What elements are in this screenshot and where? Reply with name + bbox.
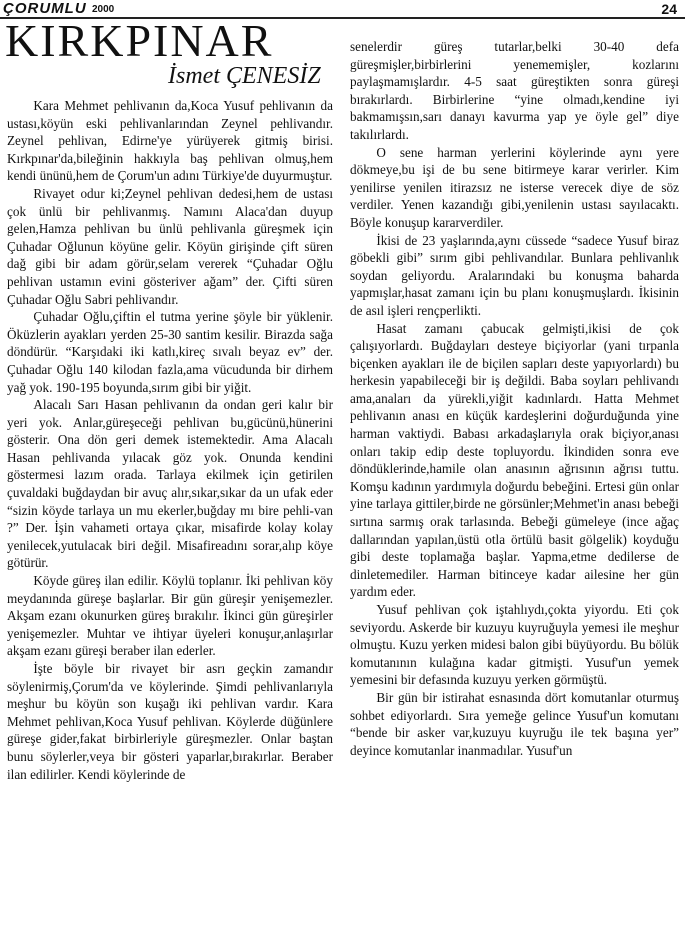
paragraph: Alacalı Sarı Hasan pehlivanın da ondan geri kalır bir yeri yok. Anlar,güreşeceği pehlivan bu,gücünü,hünerini gösterir. Ona dön geri demek istemektedir. Ama Alacalı Hasan pehlivanda yılacak göz yok. Onunda kendini göstermesi lazım orada. Tarlaya ekilmek için getirilen çuvaldaki buğdaydan bir avuç alır,sıkar,sıkar da un ufak eder “sizin köyde tarlaya un mu ekerler,buğday mı bire pehli-van ?” Der. İşin vahameti ortaya çıkar, misafirde kolay kolay yenilecek,yutulacak biri değil. Misafireadını sorar,alıp köye götürür. bbox=[7, 397, 333, 571]
issue-year: 2000 bbox=[92, 4, 115, 15]
paragraph: İşte böyle bir rivayet bir asrı geçkin zamandır söylenirmiş,Çorum'da ve köylerinde. Şimdi pehlivanlarıyla meşhur bu köyün son kuşağı iki pehlivan vardır. Kara Mehmet pehlivan,Koca Yusuf pehlivan. Köylerde düğünlere güreşe gider,fakat birbirleriyle güreşmezler. Onlar baştan bunu söylerler,veya bir gösteri yaparlar,bırakırlar. Beraber ilan edilirler. Kendi köylerinde de bbox=[7, 661, 333, 782]
paragraph: Yusuf pehlivan çok iştahlıydı,çokta yiyordu. Eti çok seviyordu. Askerde bir kuzuyu kuyruğuyla yemesi ile meşhur olmuştu. Kuzu yerken midesi balon gibi büyüyordu. Bu bölük komutanının kulağına kadar gitmişti. Yusuf'un yemek yemesini bir defasında kuzuyu yerken görmüştü. bbox=[350, 602, 679, 688]
page-number: 24 bbox=[661, 1, 677, 17]
paragraph: İkisi de 23 yaşlarında,aynı cüssede “sadece Yusuf biraz göbekli gibi” sırım gibi pehlivandılar. Bunlara pehlivanlık soydan geliyordu. Aralarındaki bu konuşma baharda yapmışlar,hasat zamanı için bu planı konuşmuşlardı. İkisinin de asıl işleri rençperlikti. bbox=[350, 232, 679, 318]
newspaper-name: ÇORUMLU bbox=[3, 0, 87, 17]
paragraph: Kara Mehmet pehlivanın da,Koca Yusuf pehlivanın da ustası,köyün eski pehlivanlarından Zeynel pehlivandır. Zeynel pehlivan, Edirne'ye yürüyerek gitmiş birisi. Kırkpınar'da,bileğinin hakkıyla baş pehlivan olmuş,hem kendi ününü,hem de Çorum'un adını Türkiye'de duyurmuştur. bbox=[7, 98, 333, 184]
article-title: KIRKPINAR bbox=[5, 15, 274, 66]
left-column bbox=[7, 97, 333, 943]
paragraph: Çuhadar Oğlu,çiftin el tutma yerine şöyle bir yüklenir. Öküzlerin ayakları yerden 25-30 santim kesilir. Birazda sağa döndürür. “Karşıdaki iki katlı,kireç sıvalı beyaz ev” der. Çuhadar Oğlu 140 kilodan fazla,ama vücudunda bir dirhem yağ yok. 190-195 boyunda,sırım gibi bir yiğit. bbox=[7, 309, 333, 395]
paragraph: Rivayet odur ki;Zeynel pehlivan dedesi,hem de ustası çok ünlü bir pehlivanmış. Namını Alaca'dan duyup gelen,Hamza pehlivan bu ünlü pehlivanla güreşmek için Çuhadar Oğlunun köyüne gelir. Köyün girişinde çift süren dağ gibi bir adam görür,selam vererek “Çuhadar Oğlu pehlivan ustamın evini gösteriver ağam” der. Çifti süren Çuhadar Oğlu Sabri pehlivandır. bbox=[7, 185, 333, 307]
paragraph: Köyde güreş ilan edilir. Köylü toplanır. İki pehlivan köy meydanında güreşe başlarlar. Bir gün güreşir yenişemezler. Akşam ezanı okunurken güreş bırakılır. İkinci gün güreşirler yenişemezler. Muhtar ve ihtiyar üyeleri konuşur,anlaşırlar akşam ezanı güreşi beraber ilan ederler. bbox=[7, 573, 333, 659]
paragraph-continuation: senelerdir güreş tutarlar,belki 30-40 defa güreşmişler,birbirlerini yenememişler, kozlarını paylaşmamışlardır. 4-5 saat güreştikten sonra güreşi bırakırlardı. Birbirlerine “yine olmadı,kendine iyi bakmamışsın,sarı danayı kavurma yap ye öyle gel” diye takılırlardı. bbox=[350, 39, 679, 142]
paragraph: O sene harman yerlerini köylerinde aynı yere dökmeye,bu işi de bu sene bitirmeye karar verirler. Kim yenilirse yenilen itirazsız ne isterse verecek diye de söz verdiler. Yenen kazandığı gibi,yenilenin ustası sayılacaktı. Böyle konuşup kararverdiler. bbox=[350, 144, 679, 230]
right-column bbox=[350, 38, 679, 943]
paragraph: Hasat zamanı çabucak gelmişti,ikisi de çok çalışıyorlardı. Buğdayları desteye biçiyorlar (yani tırpanla biçenken ayakları ile de biçilen sapları deste yapıyorlardı) bu herkesin yapabileceği bir iş değildi. Baba soyları pehlivandı ama,anaları da yürekli,yiğit kadınlardı. Hatta Mehmet pehlivanın anası en küçük kardeşlerini doğurduğunda yine harman vaktiydi. Babası arkadaşlarıyla orak biçiyor,anası onları takip edip deste topluyordu. İkindiden sonra eve döndüklerinde,hamile olan anasının ağrısının ağrısı tuttu. Komşu kadının yardımıyla doğurdu bebeğini. Ertesi gün onlar yine tarlaya gittiler,birde ne görsünler;Mehmet'in anası bebeği sırtına sarmış orak tarlasında. Bebeği gümeleye (ince ağaç dallarından yapılan,üstü otla örtülü basit gölgelik) koyduğu gibi deste toplamağa başlar. Yapma,etme dedilerse de dinletemediler. Harman bitinceye kadar ailesine her gün yardım eder. bbox=[350, 320, 679, 600]
paragraph: Bir gün bir istirahat esnasında dört komutanlar oturmuş sohbet ediyorlardı. Sıra yemeğe gelince Yusuf'un komutanı “bende bir asker var,kuzuyu kuyruğu ile tek başına yer” deyince komutanlar inanmadılar. Yusuf'un bbox=[350, 689, 679, 758]
article-author: İsmet ÇENESİZ bbox=[168, 63, 321, 89]
